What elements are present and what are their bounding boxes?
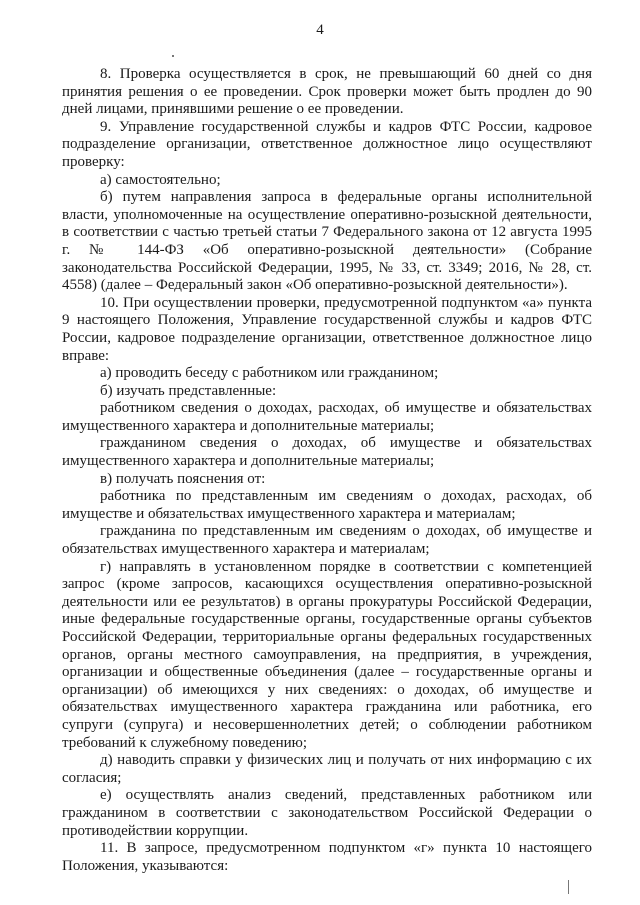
paragraph: в) получать пояснения от: xyxy=(100,470,266,487)
paragraph: е) осуществлять анализ сведений, представленных работником или гражданином в соответствии с законодательством Российской Федерации о противодействии коррупции. xyxy=(62,787,592,839)
paragraph: а) проводить беседу с работником или гражданином; xyxy=(100,365,439,382)
paragraph: работника по представленным им сведениям о доходах, расходах, об имуществе и обязательствах имущественного характера и материалам; xyxy=(62,488,592,522)
paragraph: 9. Управление государственной службы и кадров ФТС России, кадровое подразделение организации, ответственное должностное лицо осуществляют проверку: xyxy=(62,118,592,170)
paragraph: б) изучать представленные: xyxy=(100,382,277,399)
scan-speck xyxy=(172,55,174,57)
document-body xyxy=(62,66,592,875)
paragraph: гражданина по представленным им сведениям о доходах, об имуществе и обязательствах имущественного характера и материалам; xyxy=(62,523,592,558)
paragraph: г) направлять в установленном порядке в соответствии с компетенцией запрос (кроме запросов, касающихся осуществления оперативно-розыскной деятельности или ее результатов) в органы прокуратуры Российской Федерации, иные федеральные государственные органы, государственные органы субъектов Российской Федерации, территориальные органы федеральных государственных органов, органы местного самоуправления, на предприятия, в учреждения, организации и общественные объединения (далее – государственные органы и организации) об имеющихся у них сведениях: о доходах, об имуществе и обязательствах имущественного характера гражданина или работника, его супруги (супруга) и несовершеннолетних детей; о соблюдении работником требований к служебному поведению; xyxy=(62,558,592,751)
scan-speck xyxy=(568,880,569,894)
paragraph: б) путем направления запроса в федеральные органы исполнительной власти, уполномоченные на осуществление оперативно-розыскной деятельности, в соответствии с частью третьей статьи 7 Федерального закона от 12 августа 1995 г. № 144-ФЗ «Об оперативно-розыскной деятельности» (Собрание законодательства Российской Федерации, 1995, № 33, ст. 3349; 2016, № 28, ст. 4558) (далее – Федеральный закон «Об оперативно-розыскной деятельности»). xyxy=(62,189,592,294)
paragraph: 11. В запросе, предусмотренном подпунктом «г» пункта 10 настоящего Положения, указываются: xyxy=(62,840,592,874)
paragraph: 10. При осуществлении проверки, предусмотренной подпунктом «а» пункта 9 настоящего Положения, Управление государственной службы и кадров ФТС России, кадровое подразделение организации, ответственное должностное лицо вправе: xyxy=(62,294,592,364)
page-number: 4 xyxy=(316,22,324,38)
paragraph: д) наводить справки у физических лиц и получать от них информацию с их согласия; xyxy=(62,752,592,786)
paragraph: 8. Проверка осуществляется в срок, не превышающий 60 дней со дня принятия решения о ее проведении. Срок проверки может быть продлен до 90 дней лицами, принявшими решение о ее проведении. xyxy=(62,66,592,118)
paragraph: гражданином сведения о доходах, об имуществе и обязательствах имущественного характера и дополнительные материалы; xyxy=(62,435,592,470)
paragraph: работником сведения о доходах, расходах, об имуществе и обязательствах имущественного характера и дополнительные материалы; xyxy=(62,400,592,434)
paragraph: а) самостоятельно; xyxy=(100,171,221,188)
